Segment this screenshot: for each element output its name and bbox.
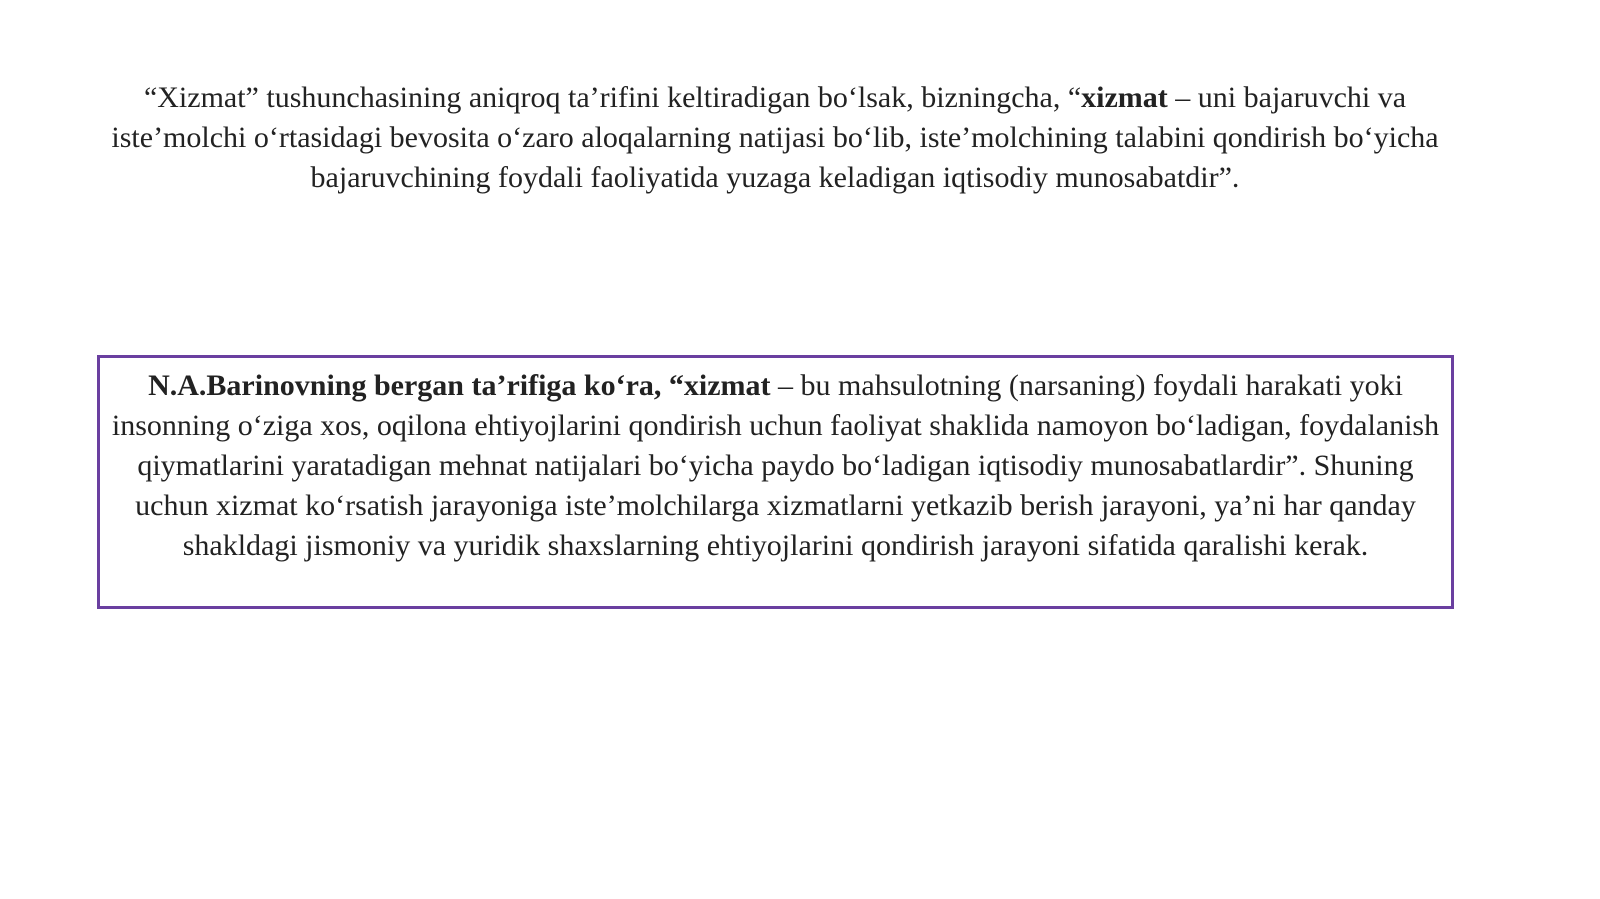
definition-term-bold: xizmat: [1081, 81, 1168, 114]
definition-text-start: “Xizmat” tushunchasining aniqroq ta’rifini keltiradigan bo‘lsak, bizningcha, “: [143, 81, 1082, 114]
barinov-definition-box: [97, 355, 1454, 609]
definition-paragraph: [110, 78, 1440, 198]
barinov-definition-lead-bold: N.A.Barinovning bergan ta’rifiga ko‘ra, “xizmat: [148, 369, 771, 402]
definition-text-end: – uni bajaruvchi va iste’molchi o‘rtasidagi bevosita o‘zaro aloqalarning natijasi bo‘lib, iste’molchining talabini qondirish bo‘yicha bajaruvchining foydali faoliyatida yuzaga keladigan iqtisodiy munosabatdir”.: [111, 81, 1439, 194]
barinov-definition-text: – bu mahsulotning (narsaning) foydali harakati yoki insonning o‘ziga xos, oqilona ehtiyojlarini qondirish uchun faoliyat shaklida namoyon bo‘ladigan, foydalanish qiymatlarini yaratadigan mehnat natijalari bo‘yicha paydo bo‘ladigan iqtisodiy munosabatlardir”. Shuning uchun xizmat ko‘rsatish jarayoniga iste’molchilarga xizmatlarni yetkazib berish jarayoni, ya’ni har qanday shakldagi jismoniy va yuridik shaxslarning ehtiyojlarini qondirish jarayoni sifatida qaralishi kerak.: [111, 369, 1440, 562]
